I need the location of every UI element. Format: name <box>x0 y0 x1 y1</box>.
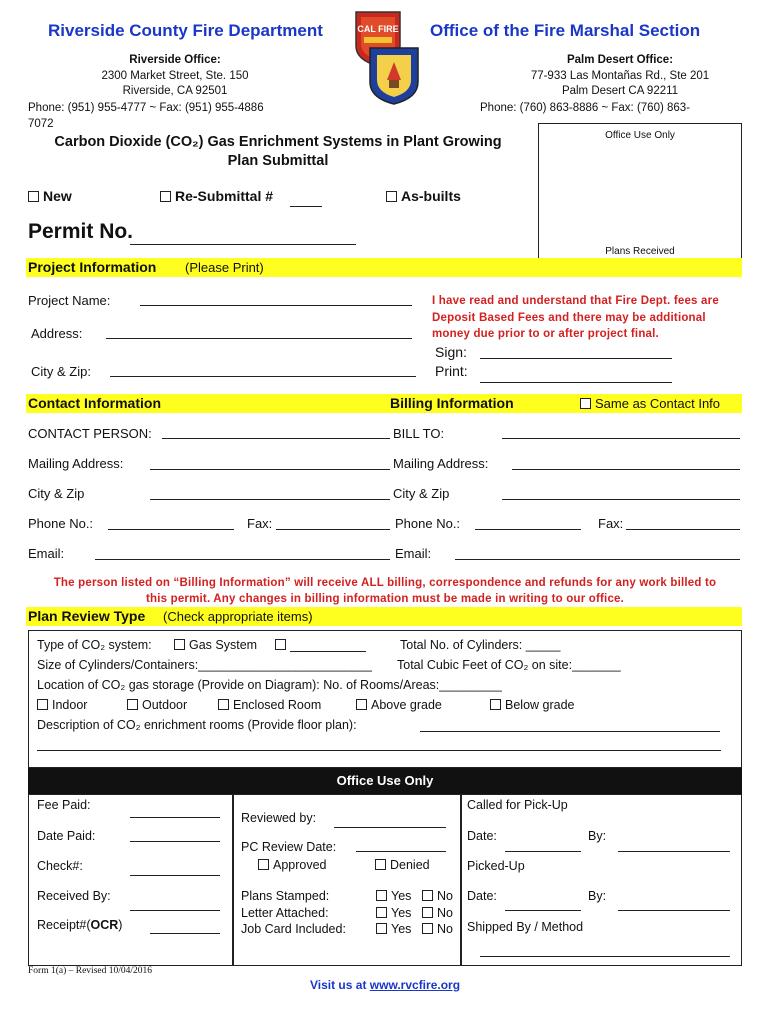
section-title: Office of the Fire Marshal Section <box>430 21 701 40</box>
approved-checkbox[interactable] <box>258 859 269 870</box>
office-use-box-label: Office Use Only <box>605 130 675 141</box>
below-grade-label: Below grade <box>505 698 575 712</box>
palm-desert-address-line2: Palm Desert CA 92211 <box>561 85 679 97</box>
date-paid-label: Date Paid: <box>37 829 96 843</box>
received-by-field[interactable] <box>130 910 220 911</box>
plans-stamped-no[interactable] <box>422 889 453 903</box>
denied-checkbox[interactable] <box>375 859 386 870</box>
plan-review-note: (Check appropriate items) <box>163 609 313 624</box>
billing-mailing-field[interactable] <box>512 469 740 470</box>
pc-review-date-label: PC Review Date: <box>241 840 337 854</box>
plan-review-heading: Plan Review Type <box>28 608 146 624</box>
contact-phone-field[interactable] <box>108 529 234 530</box>
office-use-table <box>28 794 742 966</box>
contact-person-label: CONTACT PERSON: <box>28 426 152 441</box>
project-name-field[interactable] <box>140 305 412 306</box>
below-grade-option[interactable] <box>490 698 575 712</box>
receipt-label <box>37 918 122 932</box>
new-checkbox[interactable] <box>28 191 39 202</box>
asbuilts-checkbox[interactable] <box>386 191 397 202</box>
letter-attached-yes[interactable] <box>376 906 411 920</box>
called-by-field[interactable] <box>618 851 730 852</box>
called-date-label: Date: <box>467 829 497 843</box>
permit-number-field[interactable] <box>130 244 356 245</box>
riverside-address-line1: 2300 Market Street, Ste. 150 <box>101 70 249 82</box>
asbuilts-option[interactable] <box>386 188 461 204</box>
picked-date-label: Date: <box>467 889 497 903</box>
contact-mailing-label: Mailing Address: <box>28 456 124 471</box>
palm-desert-phone: Phone: (760) 863-8886 ~ Fax: (760) 863- <box>480 102 691 114</box>
plans-stamped-yes[interactable] <box>376 889 411 903</box>
picked-by-label: By: <box>588 889 607 903</box>
asbuilts-label: As-builts <box>401 188 461 204</box>
picked-up-label: Picked-Up <box>467 859 525 873</box>
billing-email-label: Email: <box>395 546 432 561</box>
called-by-label: By: <box>588 829 607 843</box>
cylinder-size-label: Size of Cylinders/Containers:_________________________ <box>37 658 372 672</box>
no-label: No <box>437 906 453 920</box>
riverside-office-label: Riverside Office: <box>129 54 221 66</box>
enrichment-rooms-field-2[interactable] <box>37 750 721 751</box>
yes-label: Yes <box>391 906 412 920</box>
gas-system-label: Gas System <box>189 638 258 652</box>
co2-system-type-label: Type of CO₂ system: <box>37 638 152 652</box>
billing-fax-label: Fax: <box>598 516 624 531</box>
letter-attached-no-checkbox[interactable] <box>422 907 433 918</box>
job-card-yes[interactable] <box>376 922 411 936</box>
resubmittal-label: Re-Submittal # <box>175 188 274 204</box>
enclosed-room-label: Enclosed Room <box>233 698 322 712</box>
form-title-line2: Plan Submittal <box>227 153 329 169</box>
office-use-divider-2 <box>460 794 462 966</box>
contact-info-heading: Contact Information <box>28 395 161 411</box>
print-label: Print: <box>435 363 468 379</box>
enclosed-room-option[interactable] <box>218 698 321 712</box>
picked-by-field[interactable] <box>618 910 730 911</box>
resubmittal-checkbox[interactable] <box>160 191 171 202</box>
shipped-by-field[interactable] <box>480 956 730 957</box>
gas-system-checkbox[interactable] <box>174 639 185 650</box>
outdoor-checkbox[interactable] <box>127 699 138 710</box>
letter-attached-yes-checkbox[interactable] <box>376 907 387 918</box>
letter-attached-no[interactable] <box>422 906 453 920</box>
other-system-field[interactable] <box>290 651 366 652</box>
website-link[interactable]: www.rvcfire.org <box>369 978 461 992</box>
yes-label: Yes <box>391 889 412 903</box>
office-use-divider-1 <box>232 794 234 966</box>
shipped-by-label: Shipped By / Method <box>467 920 584 934</box>
resubmittal-number-field[interactable] <box>290 206 322 207</box>
picked-date-field[interactable] <box>505 910 581 911</box>
receipt-suffix: ) <box>118 918 123 932</box>
riverside-phone-continued: 7072 <box>28 118 54 130</box>
other-system-option[interactable] <box>275 638 290 652</box>
riverside-address-line2: Riverside, CA 92501 <box>122 85 228 97</box>
enrichment-rooms-label: Description of CO₂ enrichment rooms (Provide floor plan): <box>37 718 357 732</box>
enrichment-rooms-field-1[interactable] <box>420 731 720 732</box>
contact-email-field[interactable] <box>95 559 390 560</box>
resubmittal-option[interactable] <box>160 188 273 204</box>
contact-person-field[interactable] <box>162 438 390 439</box>
plans-received-label: Plans Received <box>605 246 675 257</box>
job-card-yes-checkbox[interactable] <box>376 923 387 934</box>
above-grade-checkbox[interactable] <box>356 699 367 710</box>
billing-mailing-label: Mailing Address: <box>393 456 489 471</box>
indoor-option[interactable] <box>37 698 87 712</box>
fee-notice: I have read and understand that Fire Dept. fees are Deposit Based Fees and there may be additional money due prior to or after project final. <box>432 295 719 340</box>
department-title: Riverside County Fire Department <box>48 21 323 40</box>
billing-notice-line1: The person listed on “Billing Information” will receive ALL billing, correspondence and refunds for any work billed to <box>53 577 717 589</box>
reviewed-by-field[interactable] <box>334 827 446 828</box>
indoor-checkbox[interactable] <box>37 699 48 710</box>
billing-email-field[interactable] <box>455 559 740 560</box>
billing-info-heading: Billing Information <box>390 395 514 411</box>
print-field[interactable] <box>480 382 672 383</box>
same-as-contact-option[interactable] <box>580 396 720 411</box>
billing-city-label: City & Zip <box>393 486 450 501</box>
contact-city-label: City & Zip <box>28 486 85 501</box>
billing-city-field[interactable] <box>502 499 740 500</box>
receipt-ocr: OCR <box>90 918 119 932</box>
contact-phone-label: Phone No.: <box>28 516 94 531</box>
palm-desert-address-line1: 77-933 Las Montañas Rd., Ste 201 <box>530 70 710 82</box>
billing-phone-field[interactable] <box>475 529 581 530</box>
gas-system-option[interactable] <box>174 638 257 652</box>
sign-label: Sign: <box>435 344 467 360</box>
form-revision: Form 1(a) – Revised 10/04/2016 <box>28 966 153 976</box>
logo-cal-fire-text: CAL FIRE <box>357 24 399 34</box>
office-use-box-top <box>538 123 742 260</box>
above-grade-label: Above grade <box>371 698 442 712</box>
job-card-label: Job Card Included: <box>241 922 346 936</box>
fee-paid-field[interactable] <box>130 817 220 818</box>
approved-label: Approved <box>273 858 327 872</box>
contact-fax-field[interactable] <box>276 529 390 530</box>
no-label: No <box>437 922 453 936</box>
contact-mailing-field[interactable] <box>150 469 390 470</box>
yes-label: Yes <box>391 922 412 936</box>
new-option[interactable] <box>28 188 72 204</box>
visit-us <box>0 978 770 992</box>
sign-field[interactable] <box>480 358 672 359</box>
fee-paid-label: Fee Paid: <box>37 798 91 812</box>
indoor-label: Indoor <box>52 698 88 712</box>
receipt-prefix: Receipt#( <box>37 918 91 932</box>
total-cylinders-label: Total No. of Cylinders: _____ <box>400 638 561 652</box>
riverside-phone: Phone: (951) 955-4777 ~ Fax: (951) 955-4886 <box>28 102 264 114</box>
visit-prefix: Visit us at <box>309 978 370 992</box>
co2-storage-location-label: Location of CO₂ gas storage (Provide on Diagram): No. of Rooms/Areas:_________ <box>37 678 502 692</box>
reviewed-by-label: Reviewed by: <box>241 811 317 825</box>
plans-stamped-yes-checkbox[interactable] <box>376 890 387 901</box>
letter-attached-label: Letter Attached: <box>241 906 329 920</box>
project-city-field[interactable] <box>110 376 416 377</box>
same-as-contact-checkbox[interactable] <box>580 398 591 409</box>
receipt-field[interactable] <box>150 933 220 934</box>
new-label: New <box>43 188 72 204</box>
contact-email-label: Email: <box>28 546 65 561</box>
plans-stamped-label: Plans Stamped: <box>241 889 330 903</box>
date-paid-field[interactable] <box>130 841 220 842</box>
plans-stamped-no-checkbox[interactable] <box>422 890 433 901</box>
palm-desert-office-label: Palm Desert Office: <box>566 54 674 66</box>
project-address-label: Address: <box>31 326 83 341</box>
called-pickup-label: Called for Pick-Up <box>467 798 568 812</box>
denied-label: Denied <box>390 858 430 872</box>
outdoor-option[interactable] <box>127 698 187 712</box>
project-city-label: City & Zip: <box>31 364 91 379</box>
permit-label: Permit No. <box>28 220 134 243</box>
project-info-note: (Please Print) <box>185 260 264 275</box>
billing-notice-line2: this permit. Any changes in billing information must be made in writing to our office. <box>145 593 625 605</box>
form-title-line1: Carbon Dioxide (CO₂) Gas Enrichment Systems in Plant Growing <box>54 134 502 150</box>
total-cubic-feet-label: Total Cubic Feet of CO₂ on site:_______ <box>397 658 621 672</box>
check-number-label: Check#: <box>37 859 83 873</box>
same-as-contact-label: Same as Contact Info <box>595 396 721 411</box>
other-system-checkbox[interactable] <box>275 639 286 650</box>
job-card-no-checkbox[interactable] <box>422 923 433 934</box>
above-grade-option[interactable] <box>356 698 442 712</box>
called-date-field[interactable] <box>505 851 581 852</box>
bill-to-label: BILL TO: <box>393 426 445 441</box>
job-card-no[interactable] <box>422 922 453 936</box>
below-grade-checkbox[interactable] <box>490 699 501 710</box>
pc-review-date-field[interactable] <box>356 851 446 852</box>
contact-fax-label: Fax: <box>247 516 273 531</box>
office-use-heading: Office Use Only <box>336 773 434 788</box>
riverside-county-seal <box>365 42 423 106</box>
enclosed-room-checkbox[interactable] <box>218 699 229 710</box>
project-name-label: Project Name: <box>28 293 111 308</box>
no-label: No <box>437 889 453 903</box>
denied-option[interactable] <box>375 858 430 872</box>
billing-phone-label: Phone No.: <box>395 516 461 531</box>
outdoor-label: Outdoor <box>142 698 188 712</box>
project-address-field[interactable] <box>106 338 412 339</box>
bill-to-field[interactable] <box>502 438 740 439</box>
billing-fax-field[interactable] <box>626 529 740 530</box>
contact-city-field[interactable] <box>150 499 390 500</box>
check-number-field[interactable] <box>130 875 220 876</box>
received-by-label: Received By: <box>37 889 111 903</box>
approved-option[interactable] <box>258 858 327 872</box>
project-info-heading: Project Information <box>28 259 157 275</box>
